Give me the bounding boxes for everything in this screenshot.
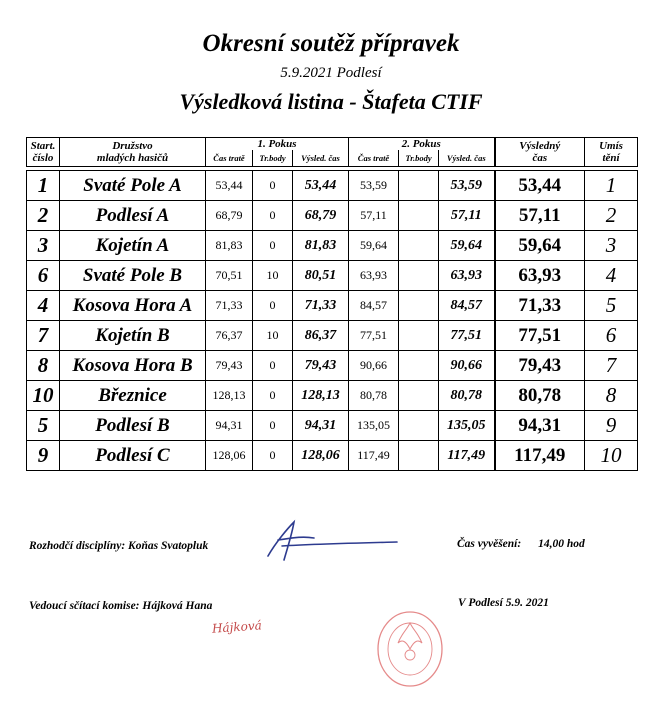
place-date: V Podlesí 5.9. 2021 bbox=[458, 597, 549, 609]
row-final-time: 71,33 bbox=[495, 291, 585, 321]
row-start-number: 3 bbox=[27, 231, 60, 261]
row-result-1: 80,51 bbox=[293, 261, 349, 291]
row-result-2: 80,78 bbox=[439, 381, 495, 411]
row-penalty-2 bbox=[399, 441, 439, 471]
row-penalty-1: 0 bbox=[253, 231, 293, 261]
header-team: Družstvo mladých hasičů bbox=[60, 138, 206, 167]
row-penalty-1: 0 bbox=[253, 171, 293, 201]
row-result-1: 79,43 bbox=[293, 351, 349, 381]
table-row bbox=[27, 291, 638, 321]
document-title: Okresní soutěž přípravek bbox=[202, 30, 460, 57]
row-placement: 3 bbox=[585, 231, 638, 261]
row-result-2: 57,11 bbox=[439, 201, 495, 231]
table-row bbox=[27, 351, 638, 381]
row-start-number: 10 bbox=[27, 381, 60, 411]
row-track-time-1: 128,06 bbox=[206, 441, 253, 471]
row-track-time-2: 53,59 bbox=[349, 171, 399, 201]
row-start-number: 6 bbox=[27, 261, 60, 291]
row-team-name: Podlesí A bbox=[60, 201, 206, 231]
row-placement: 4 bbox=[585, 261, 638, 291]
row-penalty-1: 0 bbox=[253, 291, 293, 321]
header-start-number: Start. číslo bbox=[27, 138, 60, 167]
row-team-name: Kojetín B bbox=[60, 321, 206, 351]
row-penalty-2 bbox=[399, 411, 439, 441]
row-placement: 10 bbox=[585, 441, 638, 471]
results-heading: Výsledková listina - Štafeta CTIF bbox=[179, 89, 483, 114]
date-place: 5.9.2021 Podlesí bbox=[280, 65, 382, 81]
header-placement: Umís tění bbox=[585, 138, 638, 167]
row-penalty-2 bbox=[399, 231, 439, 261]
row-placement: 8 bbox=[585, 381, 638, 411]
results-table bbox=[26, 137, 638, 471]
posted-time-value: 14,00 hod bbox=[538, 538, 585, 550]
table-row bbox=[27, 321, 638, 351]
row-final-time: 79,43 bbox=[495, 351, 585, 381]
header-penalty-1: Tr.body bbox=[253, 150, 293, 167]
row-start-number: 4 bbox=[27, 291, 60, 321]
row-track-time-2: 63,93 bbox=[349, 261, 399, 291]
table-row bbox=[27, 171, 638, 201]
row-track-time-1: 70,51 bbox=[206, 261, 253, 291]
row-track-time-2: 57,11 bbox=[349, 201, 399, 231]
header-track-time-1: Čas tratě bbox=[206, 150, 253, 167]
row-result-2: 135,05 bbox=[439, 411, 495, 441]
row-result-1: 86,37 bbox=[293, 321, 349, 351]
row-placement: 1 bbox=[585, 171, 638, 201]
row-start-number: 1 bbox=[27, 171, 60, 201]
row-track-time-2: 90,66 bbox=[349, 351, 399, 381]
row-team-name: Svaté Pole B bbox=[60, 261, 206, 291]
row-result-1: 81,83 bbox=[293, 231, 349, 261]
header-final-time: Výsledný čas bbox=[495, 138, 585, 167]
row-result-1: 128,13 bbox=[293, 381, 349, 411]
row-penalty-2 bbox=[399, 321, 439, 351]
row-result-2: 63,93 bbox=[439, 261, 495, 291]
row-team-name: Březnice bbox=[60, 381, 206, 411]
row-penalty-1: 0 bbox=[253, 381, 293, 411]
judge-line: Rozhodčí disciplíny: Koňas Svatopluk bbox=[29, 540, 209, 552]
row-team-name: Kojetín A bbox=[60, 231, 206, 261]
row-penalty-2 bbox=[399, 291, 439, 321]
row-result-1: 94,31 bbox=[293, 411, 349, 441]
header-result-1: Výsled. čas bbox=[293, 150, 349, 167]
posted-time-label: Čas vyvěšení: bbox=[457, 538, 522, 550]
row-result-1: 128,06 bbox=[293, 441, 349, 471]
row-placement: 6 bbox=[585, 321, 638, 351]
row-track-time-2: 77,51 bbox=[349, 321, 399, 351]
row-team-name: Kosova Hora B bbox=[60, 351, 206, 381]
row-penalty-2 bbox=[399, 261, 439, 291]
header-attempt-1: 1. Pokus bbox=[206, 138, 349, 151]
row-track-time-1: 71,33 bbox=[206, 291, 253, 321]
table-row bbox=[27, 441, 638, 471]
row-placement: 2 bbox=[585, 201, 638, 231]
row-penalty-1: 0 bbox=[253, 411, 293, 441]
row-start-number: 5 bbox=[27, 411, 60, 441]
row-result-2: 90,66 bbox=[439, 351, 495, 381]
row-result-1: 71,33 bbox=[293, 291, 349, 321]
row-result-2: 77,51 bbox=[439, 321, 495, 351]
row-track-time-1: 53,44 bbox=[206, 171, 253, 201]
row-placement: 5 bbox=[585, 291, 638, 321]
row-track-time-1: 79,43 bbox=[206, 351, 253, 381]
judge-signature-icon bbox=[262, 516, 402, 564]
row-penalty-2 bbox=[399, 171, 439, 201]
row-start-number: 8 bbox=[27, 351, 60, 381]
row-track-time-2: 135,05 bbox=[349, 411, 399, 441]
row-team-name: Podlesí B bbox=[60, 411, 206, 441]
row-final-time: 57,11 bbox=[495, 201, 585, 231]
row-track-time-1: 68,79 bbox=[206, 201, 253, 231]
committee-signature: Hájková bbox=[211, 618, 263, 636]
row-final-time: 63,93 bbox=[495, 261, 585, 291]
fire-brigade-stamp-icon bbox=[374, 609, 446, 689]
row-penalty-1: 10 bbox=[253, 261, 293, 291]
row-penalty-1: 0 bbox=[253, 441, 293, 471]
row-penalty-1: 0 bbox=[253, 201, 293, 231]
header-attempt-2: 2. Pokus bbox=[349, 138, 495, 151]
table-row bbox=[27, 381, 638, 411]
row-penalty-2 bbox=[399, 351, 439, 381]
row-result-1: 53,44 bbox=[293, 171, 349, 201]
row-result-2: 59,64 bbox=[439, 231, 495, 261]
row-penalty-2 bbox=[399, 381, 439, 411]
row-track-time-1: 94,31 bbox=[206, 411, 253, 441]
row-final-time: 94,31 bbox=[495, 411, 585, 441]
row-result-1: 68,79 bbox=[293, 201, 349, 231]
row-final-time: 117,49 bbox=[495, 441, 585, 471]
row-track-time-2: 117,49 bbox=[349, 441, 399, 471]
row-penalty-1: 0 bbox=[253, 351, 293, 381]
row-result-2: 117,49 bbox=[439, 441, 495, 471]
row-track-time-2: 59,64 bbox=[349, 231, 399, 261]
row-penalty-2 bbox=[399, 201, 439, 231]
row-track-time-1: 76,37 bbox=[206, 321, 253, 351]
row-track-time-2: 80,78 bbox=[349, 381, 399, 411]
committee-line: Vedoucí sčítací komise: Hájková Hana bbox=[29, 600, 213, 612]
header-track-time-2: Čas tratě bbox=[349, 150, 399, 167]
row-result-2: 84,57 bbox=[439, 291, 495, 321]
row-penalty-1: 10 bbox=[253, 321, 293, 351]
header-penalty-2: Tr.body bbox=[399, 150, 439, 167]
table-row bbox=[27, 261, 638, 291]
row-track-time-1: 81,83 bbox=[206, 231, 253, 261]
row-team-name: Podlesí C bbox=[60, 441, 206, 471]
posted-time bbox=[457, 538, 585, 550]
row-team-name: Kosova Hora A bbox=[60, 291, 206, 321]
table-row bbox=[27, 411, 638, 441]
table-row bbox=[27, 201, 638, 231]
row-start-number: 7 bbox=[27, 321, 60, 351]
table-row bbox=[27, 231, 638, 261]
row-track-time-2: 84,57 bbox=[349, 291, 399, 321]
row-result-2: 53,59 bbox=[439, 171, 495, 201]
header-result-2: Výsled. čas bbox=[439, 150, 495, 167]
row-final-time: 80,78 bbox=[495, 381, 585, 411]
row-final-time: 59,64 bbox=[495, 231, 585, 261]
row-start-number: 2 bbox=[27, 201, 60, 231]
row-placement: 7 bbox=[585, 351, 638, 381]
row-placement: 9 bbox=[585, 411, 638, 441]
row-start-number: 9 bbox=[27, 441, 60, 471]
row-track-time-1: 128,13 bbox=[206, 381, 253, 411]
row-final-time: 77,51 bbox=[495, 321, 585, 351]
row-final-time: 53,44 bbox=[495, 171, 585, 201]
row-team-name: Svaté Pole A bbox=[60, 171, 206, 201]
